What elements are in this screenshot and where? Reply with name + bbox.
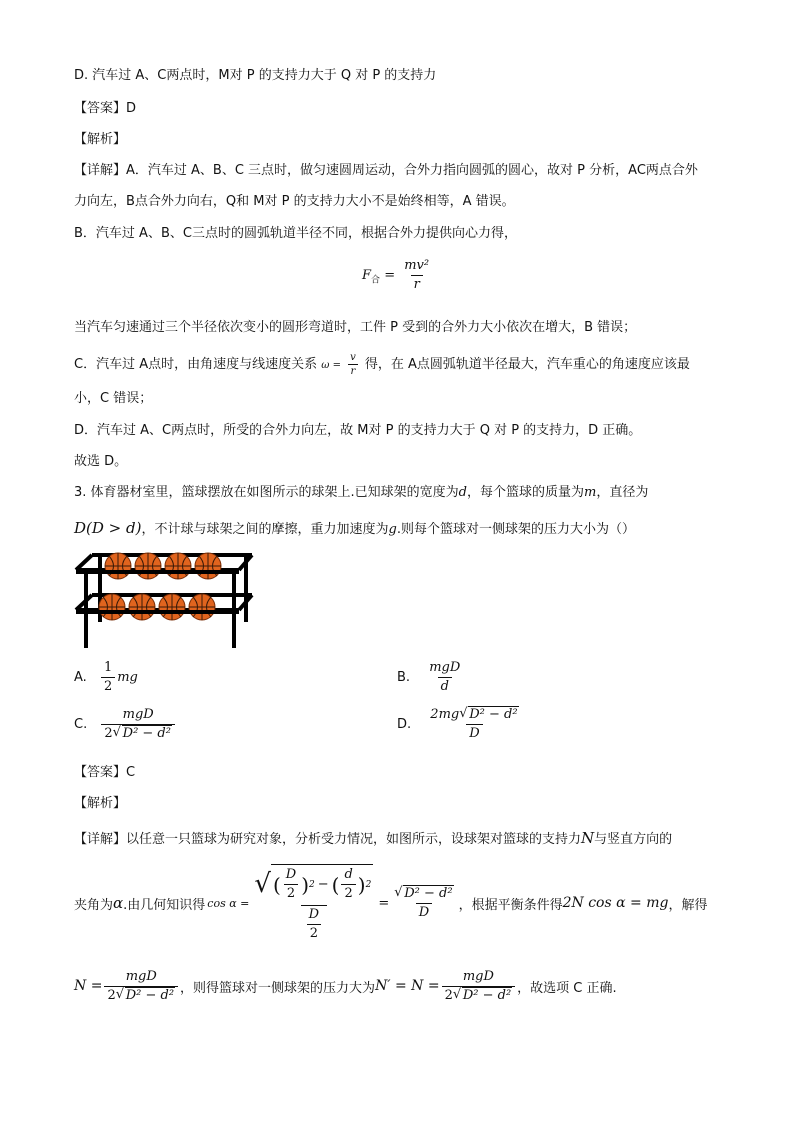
sol-geometry-num: √ ( $\frac{D}{2}$ ) 2 − ( $\frac{d}{2}$ ) 2 (251, 864, 376, 905)
formula-eq: = (384, 268, 396, 283)
option-a-label: A. (74, 670, 87, 685)
option-c-label: C. (74, 717, 88, 732)
detail-line-5-pre: C．汽车过 A点时，由角速度与线速度关系 (74, 357, 318, 372)
sol-N-den (104, 986, 178, 1004)
basketball-rack-figure (74, 550, 254, 650)
sol-cos-num (391, 886, 456, 903)
sol-text-4: .由几何知识得 (123, 897, 206, 913)
option-c-den-coef: 2 (104, 726, 113, 741)
sol-text-5: ，根据平衡条件得 (458, 897, 563, 913)
sol-D-1: D (285, 867, 297, 882)
sol-N-fraction (104, 969, 178, 1004)
q3-d: d (458, 485, 467, 500)
option-d-label: D. (397, 717, 412, 732)
sol-two-1: 2 (284, 884, 298, 902)
sol-N-den-coef: 2 (107, 987, 116, 1003)
sol-text-7: ，则得篮球对一侧球架的压力大为 (180, 980, 376, 996)
detail-line-1: 【详解】A．汽车过 A、B、C 三点时，做匀速圆周运动，合外力指向圆弧的圆心，故对 P 分析，AC两点合外 (74, 163, 698, 178)
q3-text-1: 3. 体育器材室里，篮球摆放在如图所示的球架上.已知球架的宽度为 (74, 485, 459, 500)
option-c-den-rad: D² − d² (122, 726, 171, 741)
q3-m: m (584, 485, 597, 500)
formula-denominator: r (411, 275, 423, 293)
sol-N-prime-den-coef: 2 (444, 987, 453, 1003)
option-b-label: B. (397, 670, 411, 685)
q3-expr: D(D > d) (74, 519, 142, 537)
detail-line-5 (74, 352, 690, 377)
basketball (159, 594, 185, 620)
sol-cos-result (391, 886, 456, 921)
sol-geometry-den (301, 905, 327, 942)
option-a-tail: mg (117, 670, 138, 685)
sol-d-1: d (344, 867, 353, 882)
detail-line-4: 当汽车匀速通过三个半径依次变小的圆形弯道时，工件 P 受到的合外力大小依次在增大，B 错误； (74, 320, 637, 335)
option-c-num: mgD (122, 707, 154, 722)
sol-text-6: ，解得 (668, 897, 708, 913)
basketball (189, 594, 215, 620)
option-a-num: 1 (103, 660, 113, 675)
omega-denominator: r (348, 364, 359, 377)
q3-text-5: .则每个篮球对一侧球架的压力大小为（） (396, 522, 635, 537)
answer-label-2: 【答案】C (74, 765, 136, 780)
option-b-num: mgD (429, 660, 461, 675)
option-d-num (427, 707, 521, 724)
detail-line-6: 小，C 错误； (74, 391, 153, 406)
basketballs-bottom-row (99, 594, 215, 620)
omega-fraction (347, 352, 359, 377)
option-d-num-rad: D² − d² (469, 707, 518, 722)
solution-line-1 (74, 828, 672, 850)
sol-cos-rad: D² − d² (404, 885, 453, 901)
option-a-fraction (101, 660, 115, 695)
option-c-fraction (101, 707, 175, 742)
formula-f-sub: 合 (371, 275, 381, 286)
q3-text-2: ，每个篮球的质量为 (467, 485, 585, 500)
option-c (74, 707, 177, 742)
basketball (99, 594, 125, 620)
formula-numerator: mv² (404, 258, 430, 273)
basketball (105, 553, 131, 579)
sol-N-prime-fraction (442, 969, 516, 1004)
analysis-label-2: 【解析】 (74, 796, 127, 811)
sol-balance-eq: 2N cos α = mg (562, 895, 669, 911)
basketball (165, 553, 191, 579)
sol-geometry-fraction (251, 864, 376, 942)
option-a-den: 2 (101, 677, 115, 695)
solution-line-3 (74, 964, 617, 1008)
formula-f: F (362, 268, 372, 283)
sol-cos-den: D (416, 903, 432, 921)
option-d-statement: D. 汽车过 A、C两点时，M对 P 的支持力大于 Q 对 P 的支持力 (74, 68, 437, 83)
option-d-fraction (427, 707, 521, 742)
sol-text-3: 夹角为 (74, 897, 114, 913)
sol-cos: cos α = (207, 896, 250, 910)
sol-text-1: 【详解】以任意一只篮球为研究对象，分析受力情况，如图所示，设球架对篮球的支持力 (74, 832, 582, 847)
sol-N-den-rad: D² − d² (125, 987, 175, 1003)
option-b-fraction (426, 660, 463, 695)
option-c-den (101, 724, 175, 742)
sol-N-eq: N = (74, 978, 103, 994)
basketball (195, 553, 221, 579)
sol-eq: = (378, 895, 390, 911)
omega-numerator: v (350, 352, 356, 363)
question-3-line-2 (74, 518, 635, 540)
answer-label: 【答案】D (74, 101, 137, 116)
sol-N: N (581, 829, 595, 847)
option-a (74, 660, 138, 695)
basketball (135, 553, 161, 579)
option-d (397, 707, 524, 742)
sol-text-2: 与竖直方向的 (594, 832, 673, 847)
sol-N-prime-den-rad: D² − d² (462, 987, 512, 1003)
q3-text-3: ，直径为 (596, 485, 649, 500)
q3-g: g (388, 522, 397, 537)
option-b-den: d (438, 677, 452, 695)
sol-N-prime-den (442, 986, 516, 1004)
sol-N-num: mgD (125, 968, 157, 984)
option-b (397, 660, 465, 695)
detail-line-7: D．汽车过 A、C两点时，所受的合外力向左，故 M对 P 的支持力大于 Q 对 P 的支持力，D 正确。 (74, 423, 642, 438)
formula-fraction (401, 258, 432, 293)
question-3-line-1 (74, 483, 648, 503)
sol-two-2: 2 (341, 884, 355, 902)
basketball (129, 594, 155, 620)
choose-line: 故选 D。 (74, 454, 128, 469)
sol-N-prime-eq: N′ = N = (375, 978, 440, 994)
sol-two-3: 2 (307, 924, 321, 942)
detail-line-5-post: 得，在 A点圆弧轨道半径最大，汽车重心的角速度应该最 (364, 357, 690, 372)
solution-line-2 (74, 860, 707, 946)
option-d-den: D (466, 724, 482, 742)
sol-D-2: D (308, 907, 320, 922)
sol-text-8: ，故选项 C 正确. (517, 980, 617, 996)
analysis-label: 【解析】 (74, 132, 127, 147)
detail-line-2: 力向左，B点合外力向右，Q和 M对 P 的支持力大小不是始终相等，A 错误。 (74, 194, 515, 209)
sol-N-prime-num: mgD (462, 968, 494, 984)
detail-line-3: B．汽车过 A、B、C三点时的圆弧轨道半径不同，根据合外力提供向心力得， (74, 226, 517, 241)
q3-text-4: ，不计球与球架之间的摩擦，重力加速度为 (141, 522, 389, 537)
omega-symbol: ω = (321, 360, 341, 371)
sol-alpha: α (113, 894, 124, 912)
option-d-num-coef: 2mg (430, 707, 460, 722)
centripetal-formula (362, 258, 434, 293)
